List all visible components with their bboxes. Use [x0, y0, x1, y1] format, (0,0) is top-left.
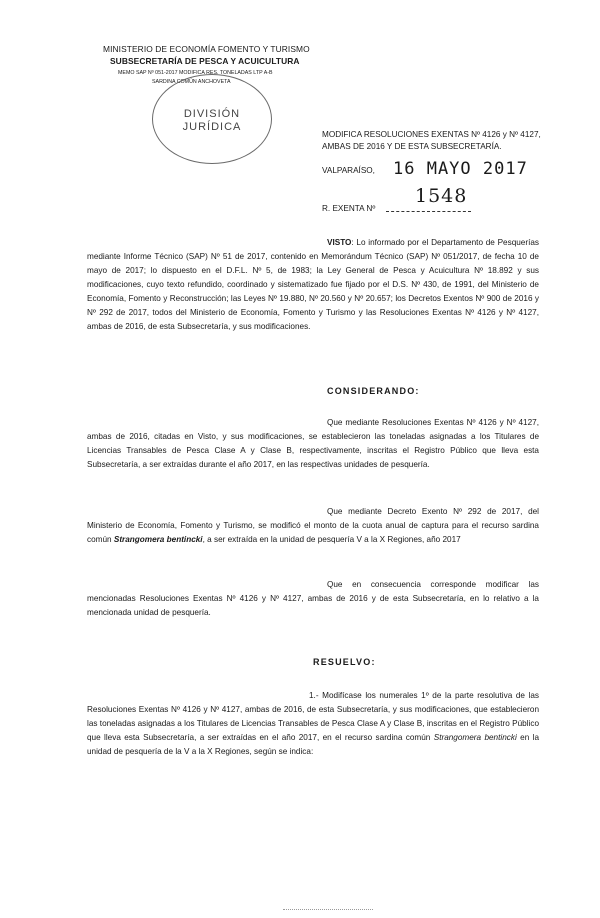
memo-line-2: SARDINA COMÚN ANCHOVETA	[152, 79, 231, 85]
species-name: Strangomera bentincki	[113, 535, 203, 544]
visto-label: VISTO	[327, 238, 352, 247]
division-juridica-stamp	[152, 74, 272, 164]
considerando-heading: CONSIDERANDO:	[327, 386, 420, 396]
stamp-line-1: DIVISIÓN	[183, 108, 241, 120]
resolution-label: R. EXENTA Nº	[322, 204, 376, 213]
considerando-paragraph-2	[87, 505, 539, 547]
footer-dotted-line	[283, 909, 373, 910]
resuelvo-paragraph-1	[87, 689, 539, 759]
resolution-number-line	[386, 211, 471, 212]
resuelvo-heading: RESUELVO:	[313, 657, 376, 667]
considerando-p2-end: , a ser extraída en la unidad de pesquería V a la X Regiones, año 2017	[202, 535, 461, 544]
considerando-p2-text: Que mediante Decreto Exento Nº 292 de 2017, del Ministerio de Economía, Fomento y Turismo, se modificó el monto de la cuota anual de captura para el recurso sardina común	[87, 507, 539, 544]
stamp-line-2: JURÍDICA	[182, 121, 242, 133]
resolution-number: 1548	[415, 185, 468, 207]
city-label: VALPARAÍSO,	[322, 166, 375, 175]
considerando-paragraph-1: Que mediante Resoluciones Exentas Nº 4126 y Nº 4127, ambas de 2016, citadas en Visto, y sus modificaciones, se establecieron las toneladas asignadas a los Titulares de Licencias Transables de Pesca Clase A y Clase B, respectivamente, inscritas el Registro Público que lleva esta Subsecretaría, a ser extraídas durante el año 2017, en las respectivas unidades de pesquería.	[87, 418, 539, 469]
subsecretaria-name: SUBSECRETARÍA DE PESCA Y ACUICULTURA	[110, 56, 300, 66]
memo-line-1: MEMO SAP Nº 051-2017 MODIFICA RES. TONELADAS LTP A-B	[118, 70, 273, 76]
handwritten-date: 16 MAYO 2017	[393, 159, 528, 179]
visto-paragraph	[87, 236, 539, 334]
species-name-2: Strangomera bentincki	[433, 733, 517, 742]
resuelvo-p1-text: 1.- Modifícase los numerales 1º de la parte resolutiva de las Resoluciones Exentas Nº 4126 y Nº 4127, ambas de 2016, de esta Subsecretaría, y sus modificaciones, que establecieron las toneladas asignadas a los Titulares de Licencias Transables de Pesca Clase A y Clase B, inscritas en el Registro Público que lleva esta Subsecretaría, a ser extraídas en el año 2017, en el recurso sardina común	[87, 691, 539, 742]
considerando-paragraph-3: Que en consecuencia corresponde modificar las mencionadas Resoluciones Exentas Nº 4126 y Nº 4127, ambas de 2016 y de esta Subsecretaría, en lo relativo a la mencionada unidad de pesquería.	[87, 580, 539, 617]
ministry-name: MINISTERIO DE ECONOMÍA FOMENTO Y TURISMO	[103, 44, 310, 54]
resolution-subject: MODIFICA RESOLUCIONES EXENTAS Nº 4126 y Nº 4127, AMBAS DE 2016 Y DE ESTA SUBSECRETARÍA.	[322, 130, 541, 151]
resuelvo-p1-end: en la unidad de pesquería de la V a la X Regiones, según se indica:	[87, 733, 540, 756]
visto-text: : Lo informado por el Departamento de Pesquerías mediante Informe Técnico (SAP) Nº 51 de 2017, contenido en Memorándum Técnico (SAP) Nº 051/2017, de fecha 10 de mayo de 2017; lo dispuesto en el D.F.L. Nº 5, de 1983; la Ley General de Pesca y Acuicultura Nº 18.892 y sus modificaciones, cuyo texto refundido, coordinado y sistematizado fue fijado por el D.S. Nº 430, de 1991, del Ministerio de Economía, Fomento y Reconstrucción; las Leyes Nº 19.880, Nº 20.560 y Nº 20.657; los Decretos Exentos Nº 900 de 2016 y Nº 292 de 2017, todos del Ministerio de Economía, Fomento y Turismo y las Resoluciones Exentas Nº 4126 y Nº 4127, ambas de 2016, de esta Subsecretaría, y sus modificaciones.	[87, 238, 539, 331]
